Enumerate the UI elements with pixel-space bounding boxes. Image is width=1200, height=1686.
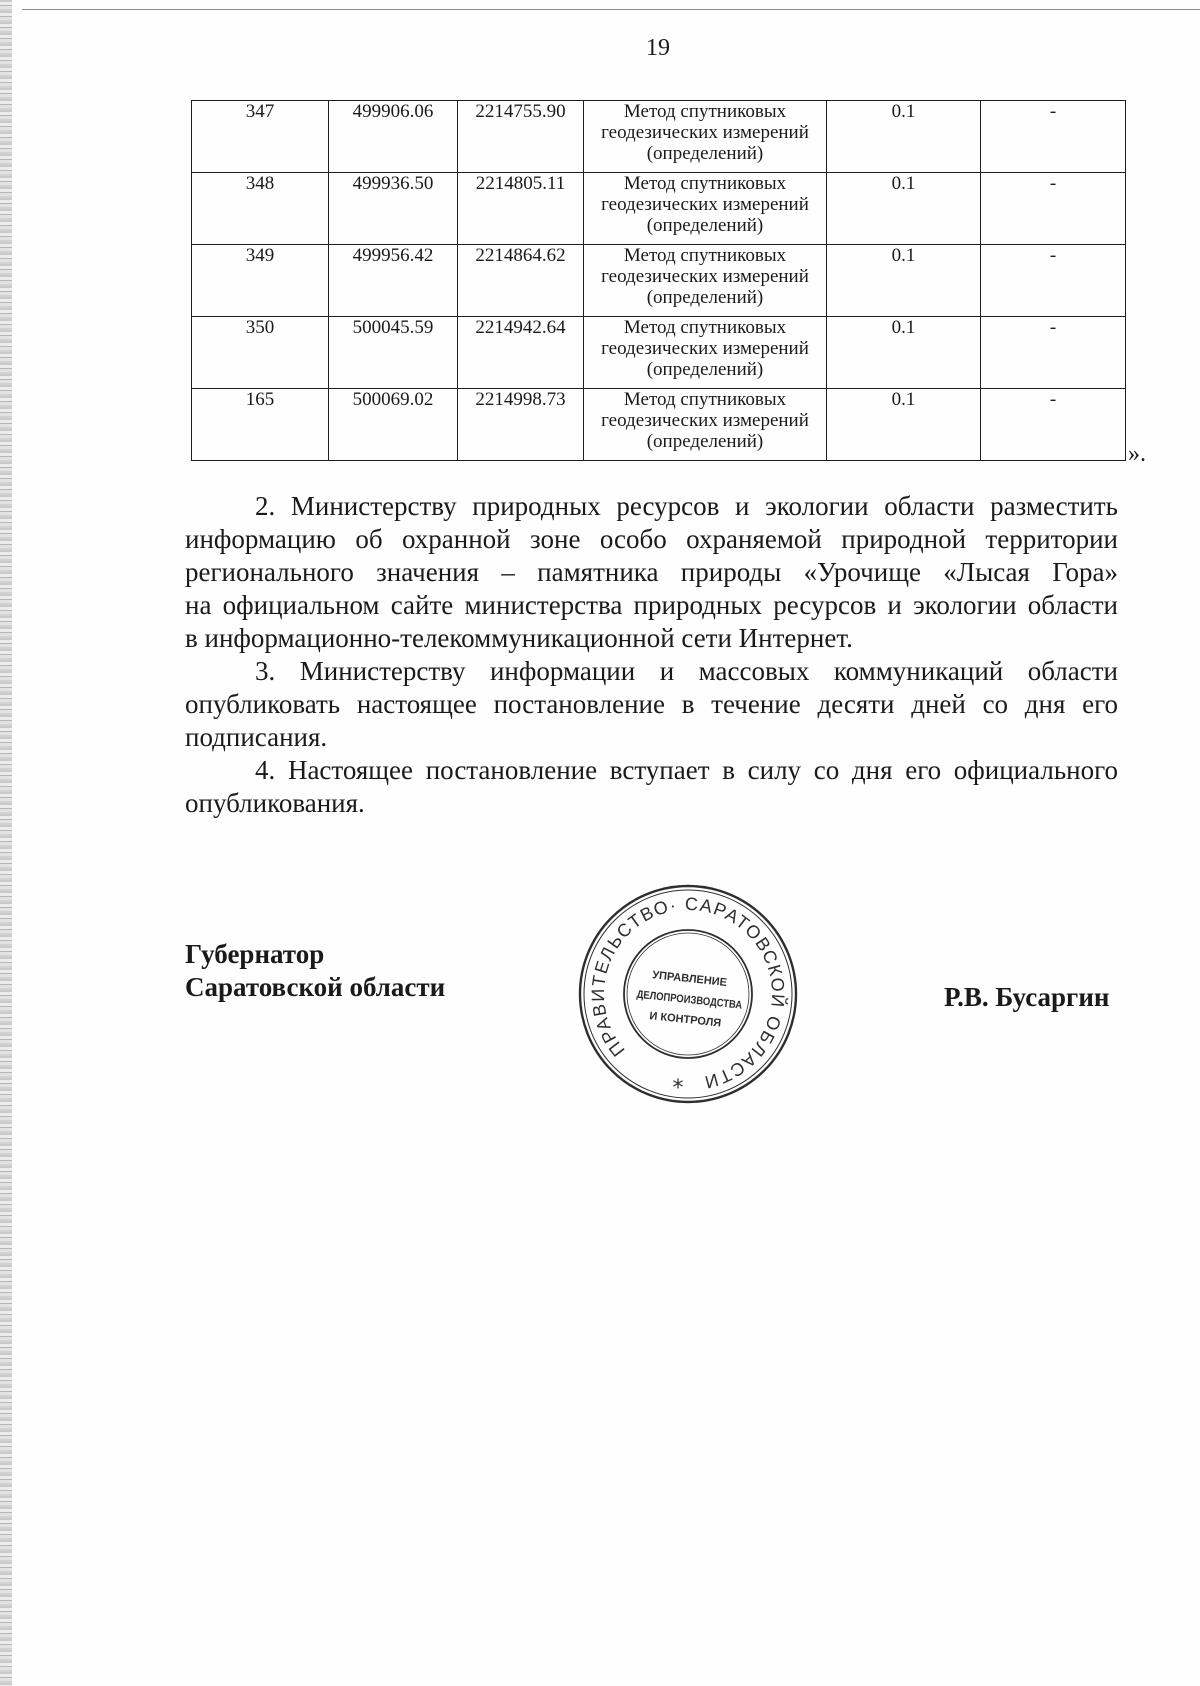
- official-stamp: [575, 881, 801, 1107]
- text-line: 3. Министерству информации и массовых коммуникаций области: [255, 656, 1118, 686]
- easting-cell: 2214998.73: [458, 389, 584, 461]
- stamp-inner-line: УПРАВЛЕНИЕ: [651, 969, 728, 989]
- table-row: [192, 173, 1126, 245]
- stamp-inner-line: ДЕЛОПРОИЗВОДСТВА: [636, 988, 761, 1014]
- method-line: Метод спутниковых: [623, 245, 787, 266]
- accuracy-cell: 0.1: [827, 101, 981, 173]
- paragraph-item-4: [185, 754, 1118, 820]
- accuracy-cell: 0.1: [827, 245, 981, 317]
- signatory-title: [185, 938, 445, 1004]
- method-line: (определений): [646, 359, 764, 380]
- point-number-cell: 348: [192, 173, 329, 245]
- point-number-cell: 165: [192, 389, 329, 461]
- stamp-star-icon: *: [672, 1076, 684, 1101]
- description-cell: -: [981, 173, 1126, 245]
- table-row: [192, 245, 1126, 317]
- method-line: геодезических измерений: [601, 122, 809, 143]
- point-number-cell: 347: [192, 101, 329, 173]
- signatory-title-line: Саратовской области: [185, 972, 446, 1002]
- body-text: [185, 490, 1118, 820]
- text-line: опубликовать настоящее постановление в течение десяти дней со дня его: [185, 689, 1118, 719]
- northing-cell: 500045.59: [329, 317, 458, 389]
- method-line: геодезических измерений: [601, 338, 809, 359]
- text-line: 2. Министерству природных ресурсов и экологии области разместить: [255, 491, 1118, 521]
- scan-edge-top: [22, 9, 1200, 10]
- method-line: (определений): [646, 143, 764, 164]
- scan-edge-left: [0, 0, 12, 1686]
- table-closing-quote: ».: [1128, 441, 1146, 467]
- text-line: на официальном сайте министерства природных ресурсов и экологии области: [185, 590, 1118, 620]
- description-cell: -: [981, 317, 1126, 389]
- paragraph-item-3: [185, 655, 1118, 754]
- northing-cell: 499906.06: [329, 101, 458, 173]
- method-line: (определений): [646, 287, 764, 308]
- stamp-inner-line: И КОНТРОЛЯ: [648, 1010, 722, 1030]
- method-line: геодезических измерений: [601, 266, 809, 287]
- method-cell: [584, 317, 827, 389]
- text-line: информацию об охранной зоне особо охраняемой природной территории: [185, 524, 1118, 554]
- easting-cell: 2214942.64: [458, 317, 584, 389]
- coordinates-table: [191, 100, 1126, 461]
- accuracy-cell: 0.1: [827, 389, 981, 461]
- method-line: Метод спутниковых: [623, 101, 787, 122]
- easting-cell: 2214755.90: [458, 101, 584, 173]
- easting-cell: 2214805.11: [458, 173, 584, 245]
- method-cell: [584, 245, 827, 317]
- method-cell: [584, 389, 827, 461]
- easting-cell: 2214864.62: [458, 245, 584, 317]
- stamp-ring-text: ПРАВИТЕЛЬСТВО· САРАТОВСКОЙ ОБЛАСТИ: [587, 893, 789, 1093]
- stamp-ring-label: [588, 894, 789, 1092]
- text-line: регионального значения – памятника природы «Урочище «Лысая Гора»: [185, 557, 1118, 587]
- description-cell: -: [981, 389, 1126, 461]
- method-line: Метод спутниковых: [623, 317, 787, 338]
- paragraph-item-2: [185, 490, 1118, 655]
- text-line: в информационно-телекоммуникационной сети Интернет.: [185, 623, 853, 653]
- method-line: Метод спутниковых: [623, 173, 787, 194]
- northing-cell: 499956.42: [329, 245, 458, 317]
- table-row: [192, 101, 1126, 173]
- description-cell: -: [981, 245, 1126, 317]
- description-cell: -: [981, 101, 1126, 173]
- signatory-title-line: Губернатор: [185, 939, 325, 969]
- table-row: [192, 389, 1126, 461]
- signatory-name: Р.В. Бусаргин: [944, 982, 1110, 1012]
- method-cell: [584, 101, 827, 173]
- accuracy-cell: 0.1: [827, 317, 981, 389]
- text-line: 4. Настоящее постановление вступает в силу со дня его официального: [255, 755, 1118, 785]
- page-number: 19: [646, 35, 670, 61]
- northing-cell: 500069.02: [329, 389, 458, 461]
- stamp-inner-text: [634, 968, 761, 1032]
- method-line: (определений): [646, 431, 764, 452]
- method-line: (определений): [646, 215, 764, 236]
- text-line: подписания.: [185, 722, 328, 752]
- northing-cell: 499936.50: [329, 173, 458, 245]
- table-row: [192, 317, 1126, 389]
- method-line: Метод спутниковых: [623, 389, 787, 410]
- text-line: опубликования.: [185, 788, 365, 818]
- accuracy-cell: 0.1: [827, 173, 981, 245]
- point-number-cell: 350: [192, 317, 329, 389]
- method-line: геодезических измерений: [601, 410, 809, 431]
- point-number-cell: 349: [192, 245, 329, 317]
- method-line: геодезических измерений: [601, 194, 809, 215]
- method-cell: [584, 173, 827, 245]
